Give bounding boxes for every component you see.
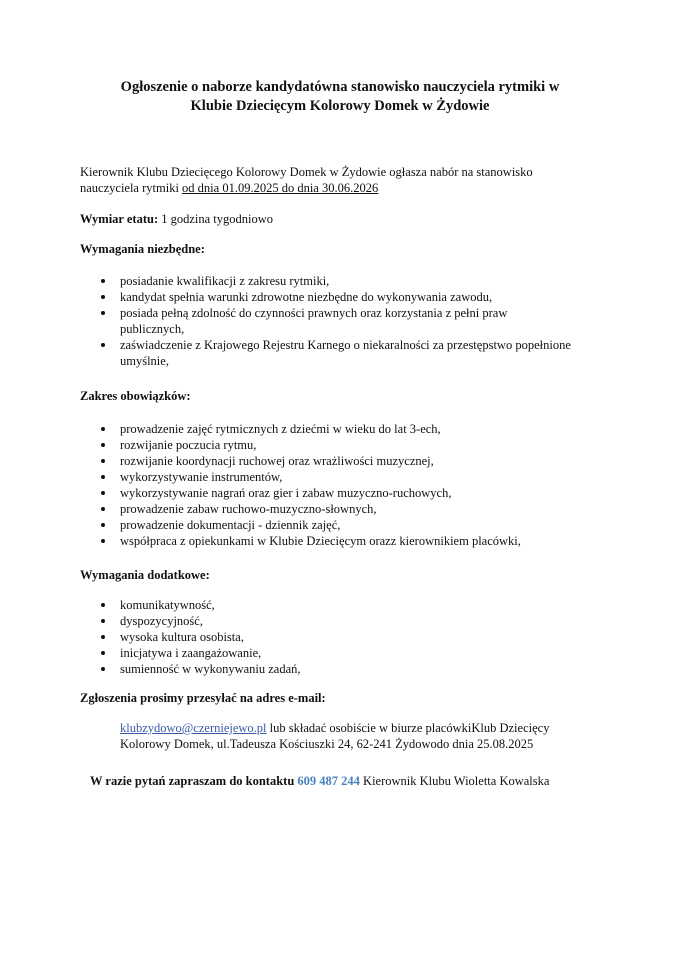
intro-line-2 [80,180,620,196]
submission-line-1-rest: lub składać osobiście w biurze placówkiKlub Dziecięcy [266,721,550,735]
duties-list-item: współpraca z opiekunkami w Klubie Dziecięcym orazz kierownikiem placówki, [101,533,571,549]
title-line-2: Klubie Dziecięcym Kolorowy Domek w Żydowie [190,98,490,114]
required-list-item: kandydat spełnia warunki zdrowotne niezbędne do wykonywania zawodu, [101,289,571,305]
submission-details [120,720,620,752]
duties-list [101,421,571,549]
phone-number[interactable]: 609 487 244 [297,774,360,788]
duties-heading: Zakres obowiązków: [80,389,191,403]
additional-list-item: komunikatywność, [101,597,571,613]
document-title [60,78,620,116]
workload-value: 1 godzina tygodniowo [158,212,274,226]
submission-heading: Zgłoszenia prosimy przesyłać na adres e-mail: [80,691,326,705]
email-link[interactable]: klubzydowo@czerniejewo.pl [120,721,267,735]
intro-dates: od dnia 01.09.2025 do dnia 30.06.2026 [182,181,379,195]
workload-line [80,211,273,227]
duties-list-item: wykorzystywanie nagrań oraz gier i zabaw muzyczno-ruchowych, [101,485,571,501]
intro-line-2-prefix: nauczyciela rytmiki [80,181,183,195]
workload-label: Wymiar etatu: [80,212,159,226]
duties-list-item: rozwijanie poczucia rytmu, [101,437,571,453]
required-list-item: posiadanie kwalifikacji z zakresu rytmiki, [101,273,571,289]
contact-line [90,773,549,789]
additional-list-item: sumienność w wykonywaniu zadań, [101,661,571,677]
contact-prefix: W razie pytań zapraszam do kontaktu [90,774,298,788]
submission-line-2: Kolorowy Domek, ul.Tadeusza Kościuszki 24, 62-241 Żydowodo dnia 25.08.2025 [120,737,534,751]
duties-list-item: rozwijanie koordynacji ruchowej oraz wrażliwości muzycznej, [101,453,571,469]
submission-line-1 [120,720,620,736]
intro-line-1: Kierownik Klubu Dziecięcego Kolorowy Domek w Żydowie ogłasza nabór na stanowisko [80,165,533,179]
intro-paragraph [80,164,620,196]
additional-list-item: dyspozycyjność, [101,613,571,629]
additional-list-item: wysoka kultura osobista, [101,629,571,645]
additional-list [101,597,571,677]
required-list-item: posiada pełną zdolność do czynności prawnych oraz korzystania z pełni praw publicznych, [101,305,571,337]
duties-list-item: prowadzenie dokumentacji - dziennik zajęć, [101,517,571,533]
contact-suffix: Kierownik Klubu Wioletta Kowalska [359,774,550,788]
duties-list-item: prowadzenie zabaw ruchowo-muzyczno-słownych, [101,501,571,517]
duties-list-item: wykorzystywanie instrumentów, [101,469,571,485]
duties-list-item: prowadzenie zajęć rytmicznych z dziećmi w wieku do lat 3-ech, [101,421,571,437]
additional-heading: Wymagania dodatkowe: [80,568,210,582]
required-heading: Wymagania niezbędne: [80,242,205,256]
additional-list-item: inicjatywa i zaangażowanie, [101,645,571,661]
required-list [101,273,571,369]
required-list-item: zaświadczenie z Krajowego Rejestru Karnego o niekaralności za przestępstwo popełnione umyślnie, [101,337,571,369]
title-line-1: Ogłoszenie o naborze kandydatówna stanowisko nauczyciela rytmiki w [120,79,560,95]
